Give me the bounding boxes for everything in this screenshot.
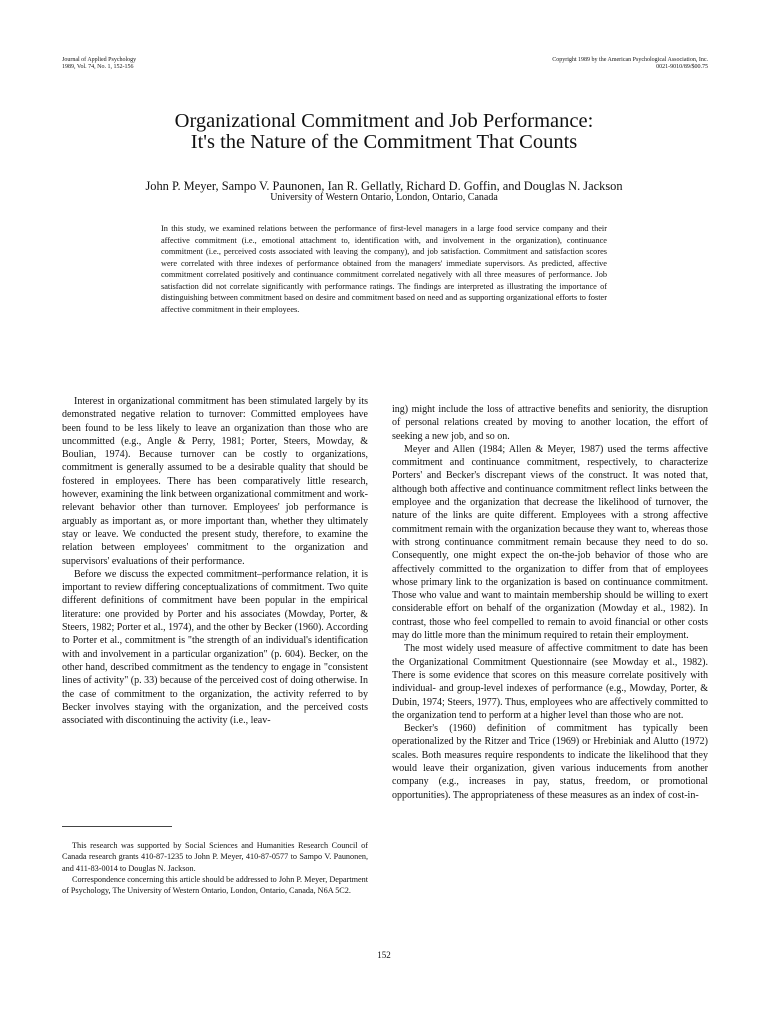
affiliation: University of Western Ontario, London, Ontario, Canada — [270, 192, 498, 203]
page-number: 152 — [377, 950, 391, 960]
body-paragraph: Becker's (1960) definition of commitment has typically been operationalized by the Ritzer and Trice (1969) or Hrebiniak and Alutto (1972) scales. Both measures require respondents to indicate the likelihood that they would leave their organization, given various inducements from another company (e.g., increases in pay, status, freedom, or promotional opportunities). The appropriateness of these measures as an index of cost-in- — [392, 723, 708, 801]
funding-footnote: This research was supported by Social Sciences and Humanities Research Council of Canada research grants 410-87-1235 to John P. Meyer, 410-87-0577 to Sampo V. Paunonen, and 411-83-0014 to Douglas N. Jackson. — [62, 841, 368, 873]
body-paragraph: Interest in organizational commitment has been stimulated largely by its demonstrated negative relation to turnover: Committed employees have been found to be less likely to leave an organization than those who are uncommitted (e.g., Angle & Perry, 1981; Porter, Steers, Mowday, & Boulian, 1974). Because turnover can be costly to organizations, commitment is generally assumed to be a desirable quality that should be fostered in employees. There has been comparatively little research, however, examining the link between organizational commitment and work-relevant behavior other than turnover. Employees' job performance is arguably as important as, or more important than, whether they ultimately stay or leave. We conducted the present study, therefore, to examine the relation between employees' commitment to the organization and supervisors' evaluations of their performance. — [62, 396, 368, 567]
journal-header — [62, 57, 136, 71]
body-paragraph: The most widely used measure of affective commitment to date has been the Organizational Commitment Questionnaire (see Mowday et al., 1982). There is some evidence that scores on this measure correlate positively with individual- and group-level indexes of performance (e.g., Mowday, Porter, & Dubin, 1974; Steers, 1977). Thus, employees who are affectively committed to the organization tend to perform at a higher level than those who are not. — [392, 643, 708, 721]
journal-volume: 1989, Vol. 74, No. 1, 152-156 — [62, 64, 134, 70]
article-title — [0, 111, 768, 153]
copyright-header — [496, 57, 708, 71]
author-list: John P. Meyer, Sampo V. Paunonen, Ian R. Gellatly, Richard D. Goffin, and Douglas N. Jackson — [145, 179, 623, 193]
footnotes — [62, 840, 368, 896]
abstract: In this study, we examined relations between the performance of first-level managers in a large food service company and their affective commitment (i.e., emotional attachment to, identification with, and involvement in the organization), continuance commitment (i.e., perceived costs associated with leaving the company), and job satisfaction. Commitment and satisfaction scores were correlated with three indexes of performance obtained from the managers' immediate supervisors. As predicted, affective commitment correlated positively and continuance commitment correlated negatively with all three measures of performance. Job satisfaction did not correlate significantly with performance ratings. The findings are interpreted as illustrating the importance of distinguishing between commitment based on desire and commitment based on need and as supporting organizational efforts to foster affective commitment in their employees. — [161, 224, 607, 314]
body-paragraph: Before we discuss the expected commitment–performance relation, it is important to review differing conceptualizations of commitment. Two quite different definitions of commitment have been popular in the empirical literature: one provided by Porter and his associates (Mowday, Porter, & Steers, 1982; Porter et al., 1974), and the other by Becker (1960). According to Porter et al., commitment is "the strength of an individual's identification with and involvement in a particular organization" (p. 604). Becker, on the other hand, described commitment as the tendency to engage in "consistent lines of activity" (p. 33) because of the perceived cost of doing otherwise. In the case of commitment to the organization, the activity referred to by Becker involves staying with the organization, and the perceived costs associated with discontinuing the activity (i.e., leav- — [62, 568, 368, 727]
footnote-divider — [62, 826, 172, 827]
issn-code: 0021-9010/89/$00.75 — [656, 64, 708, 70]
body-paragraph: Meyer and Allen (1984; Allen & Meyer, 1987) used the terms affective commitment and continuance commitment, respectively, to characterize Porters' and Becker's discrepant views of the construct. It was noted that, although both affective and continuance commitment reflect links between the employee and the organization that decrease the likelihood of turnover, the nature of the links are quite different. Employees with a strong affective commitment remain with the organization because they want to, whereas those with strong continuance commitment remain because they need to do so. Consequently, one might expect the on-the-job behavior of those who are affectively committed to the organization to differ from that of employees whose primary link to the organization is based on continuance commitment. Those who value and want to maintain membership should be willing to exert considerable effort on behalf of the organization (Mowday et al., 1982). In contrast, those who feel compelled to remain to avoid financial or other costs may do little more than the minimum required to retain their employment. — [392, 443, 708, 642]
title-line-2: It's the Nature of the Commitment That Counts — [190, 131, 578, 153]
journal-name: Journal of Applied Psychology — [62, 57, 137, 63]
body-column-right — [392, 403, 708, 802]
body-paragraph: ing) might include the loss of attractive benefits and seniority, the disruption of personal relations created by moving to another location, the effort of seeking a new job, and so on. — [392, 404, 708, 442]
title-line-1: Organizational Commitment and Job Performance: — [174, 110, 594, 132]
copyright-notice: Copyright 1989 by the American Psychological Association, Inc. — [552, 57, 708, 63]
correspondence-footnote: Correspondence concerning this article should be addressed to John P. Meyer, Department of Psychology, The University of Western Ontario, London, Ontario, Canada, N6A 5C2. — [62, 874, 368, 896]
body-column-left — [62, 395, 368, 727]
